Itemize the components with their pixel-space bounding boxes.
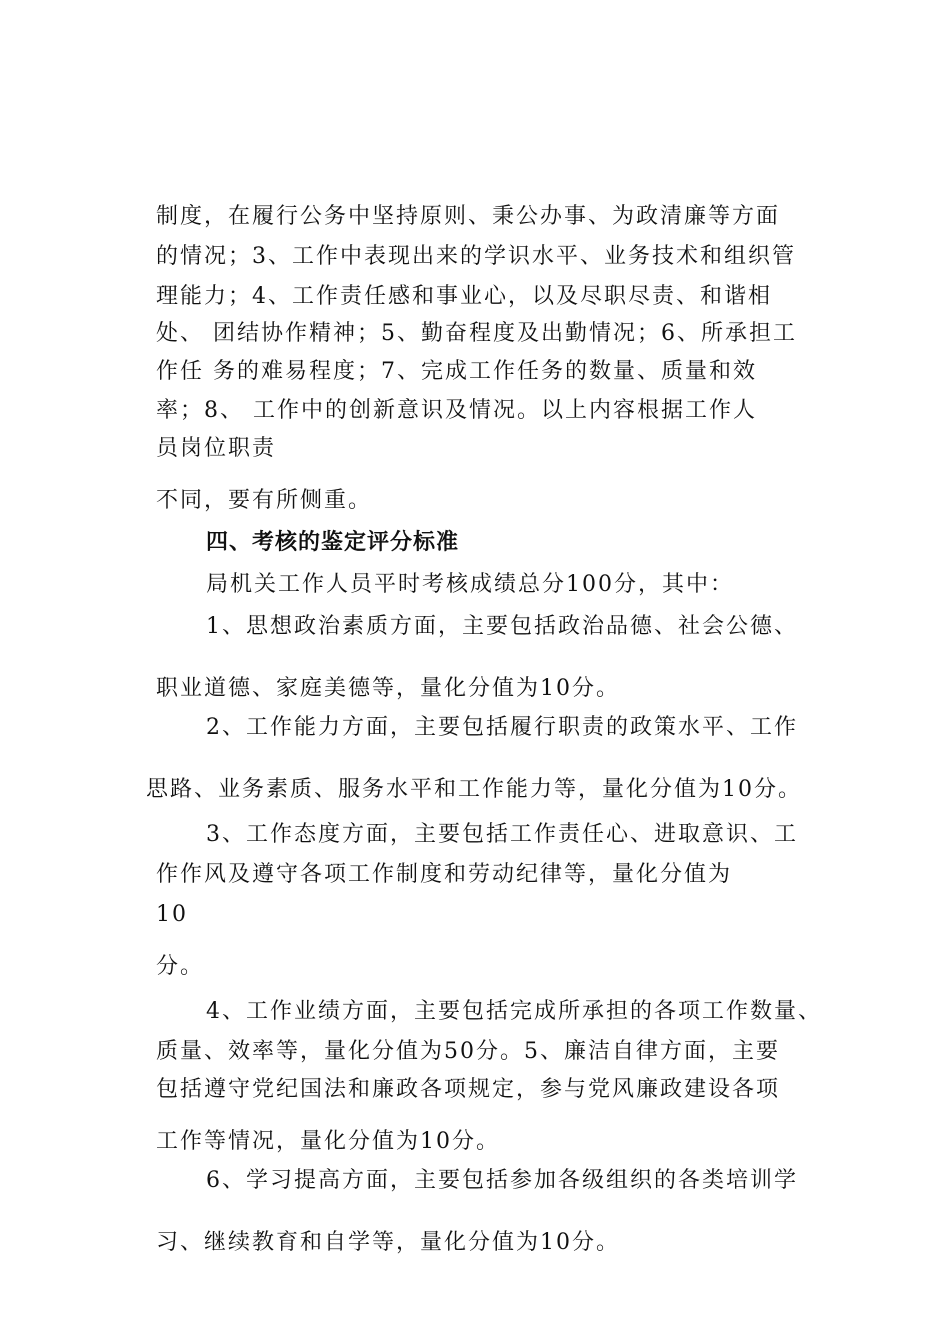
list-item: 4、工作业绩方面，主要包括完成所承担的各项工作数量、 <box>206 999 822 1024</box>
body-text-line: 10 <box>156 902 188 927</box>
body-text-line: 处、 团结协作精神；5、勤奋程度及出勤情况；6、所承担工 <box>156 321 797 346</box>
list-item: 3、工作态度方面，主要包括工作责任心、进取意识、工 <box>206 822 798 847</box>
body-text-line: 质量、效率等，量化分值为50分。5、廉洁自律方面，主要 <box>156 1039 780 1064</box>
body-text-line: 员岗位职责 <box>156 436 277 461</box>
body-text-line: 局机关工作人员平时考核成绩总分100分，其中： <box>206 572 734 597</box>
body-text-line: 包括遵守党纪国法和廉政各项规定，参与党风廉政建设各项 <box>156 1077 781 1102</box>
body-text-line: 不同，要有所侧重。 <box>156 488 373 513</box>
body-text-line: 制度，在履行公务中坚持原则、秉公办事、为政清廉等方面 <box>156 204 781 229</box>
body-text-line: 作作风及遵守各项工作制度和劳动纪律等，量化分值为 <box>156 862 733 887</box>
body-text-line: 职业道德、家庭美德等，量化分值为10分。 <box>156 676 620 701</box>
body-text-line: 理能力；4、工作责任感和事业心，以及尽职尽责、和谐相 <box>156 284 772 309</box>
body-text-line: 分。 <box>156 954 205 979</box>
body-text-line: 思路、业务素质、服务水平和工作能力等，量化分值为10分。 <box>146 777 802 802</box>
section-heading: 四、考核的鉴定评分标准 <box>206 530 460 555</box>
body-text-line: 的情况；3、工作中表现出来的学识水平、业务技术和组织管 <box>156 244 796 269</box>
list-item: 2、工作能力方面，主要包括履行职责的政策水平、工作 <box>206 715 798 740</box>
body-text-line: 率；8、 工作中的创新意识及情况。以上内容根据工作人 <box>156 398 757 423</box>
list-item: 6、学习提高方面，主要包括参加各级组织的各类培训学 <box>206 1168 798 1193</box>
body-text-line: 作任 务的难易程度；7、完成工作任务的数量、质量和效 <box>156 359 757 384</box>
body-text-line: 习、继续教育和自学等，量化分值为10分。 <box>156 1230 620 1255</box>
list-item: 1、思想政治素质方面，主要包括政治品德、社会公德、 <box>206 614 798 639</box>
body-text-line: 工作等情况，量化分值为10分。 <box>156 1129 500 1154</box>
